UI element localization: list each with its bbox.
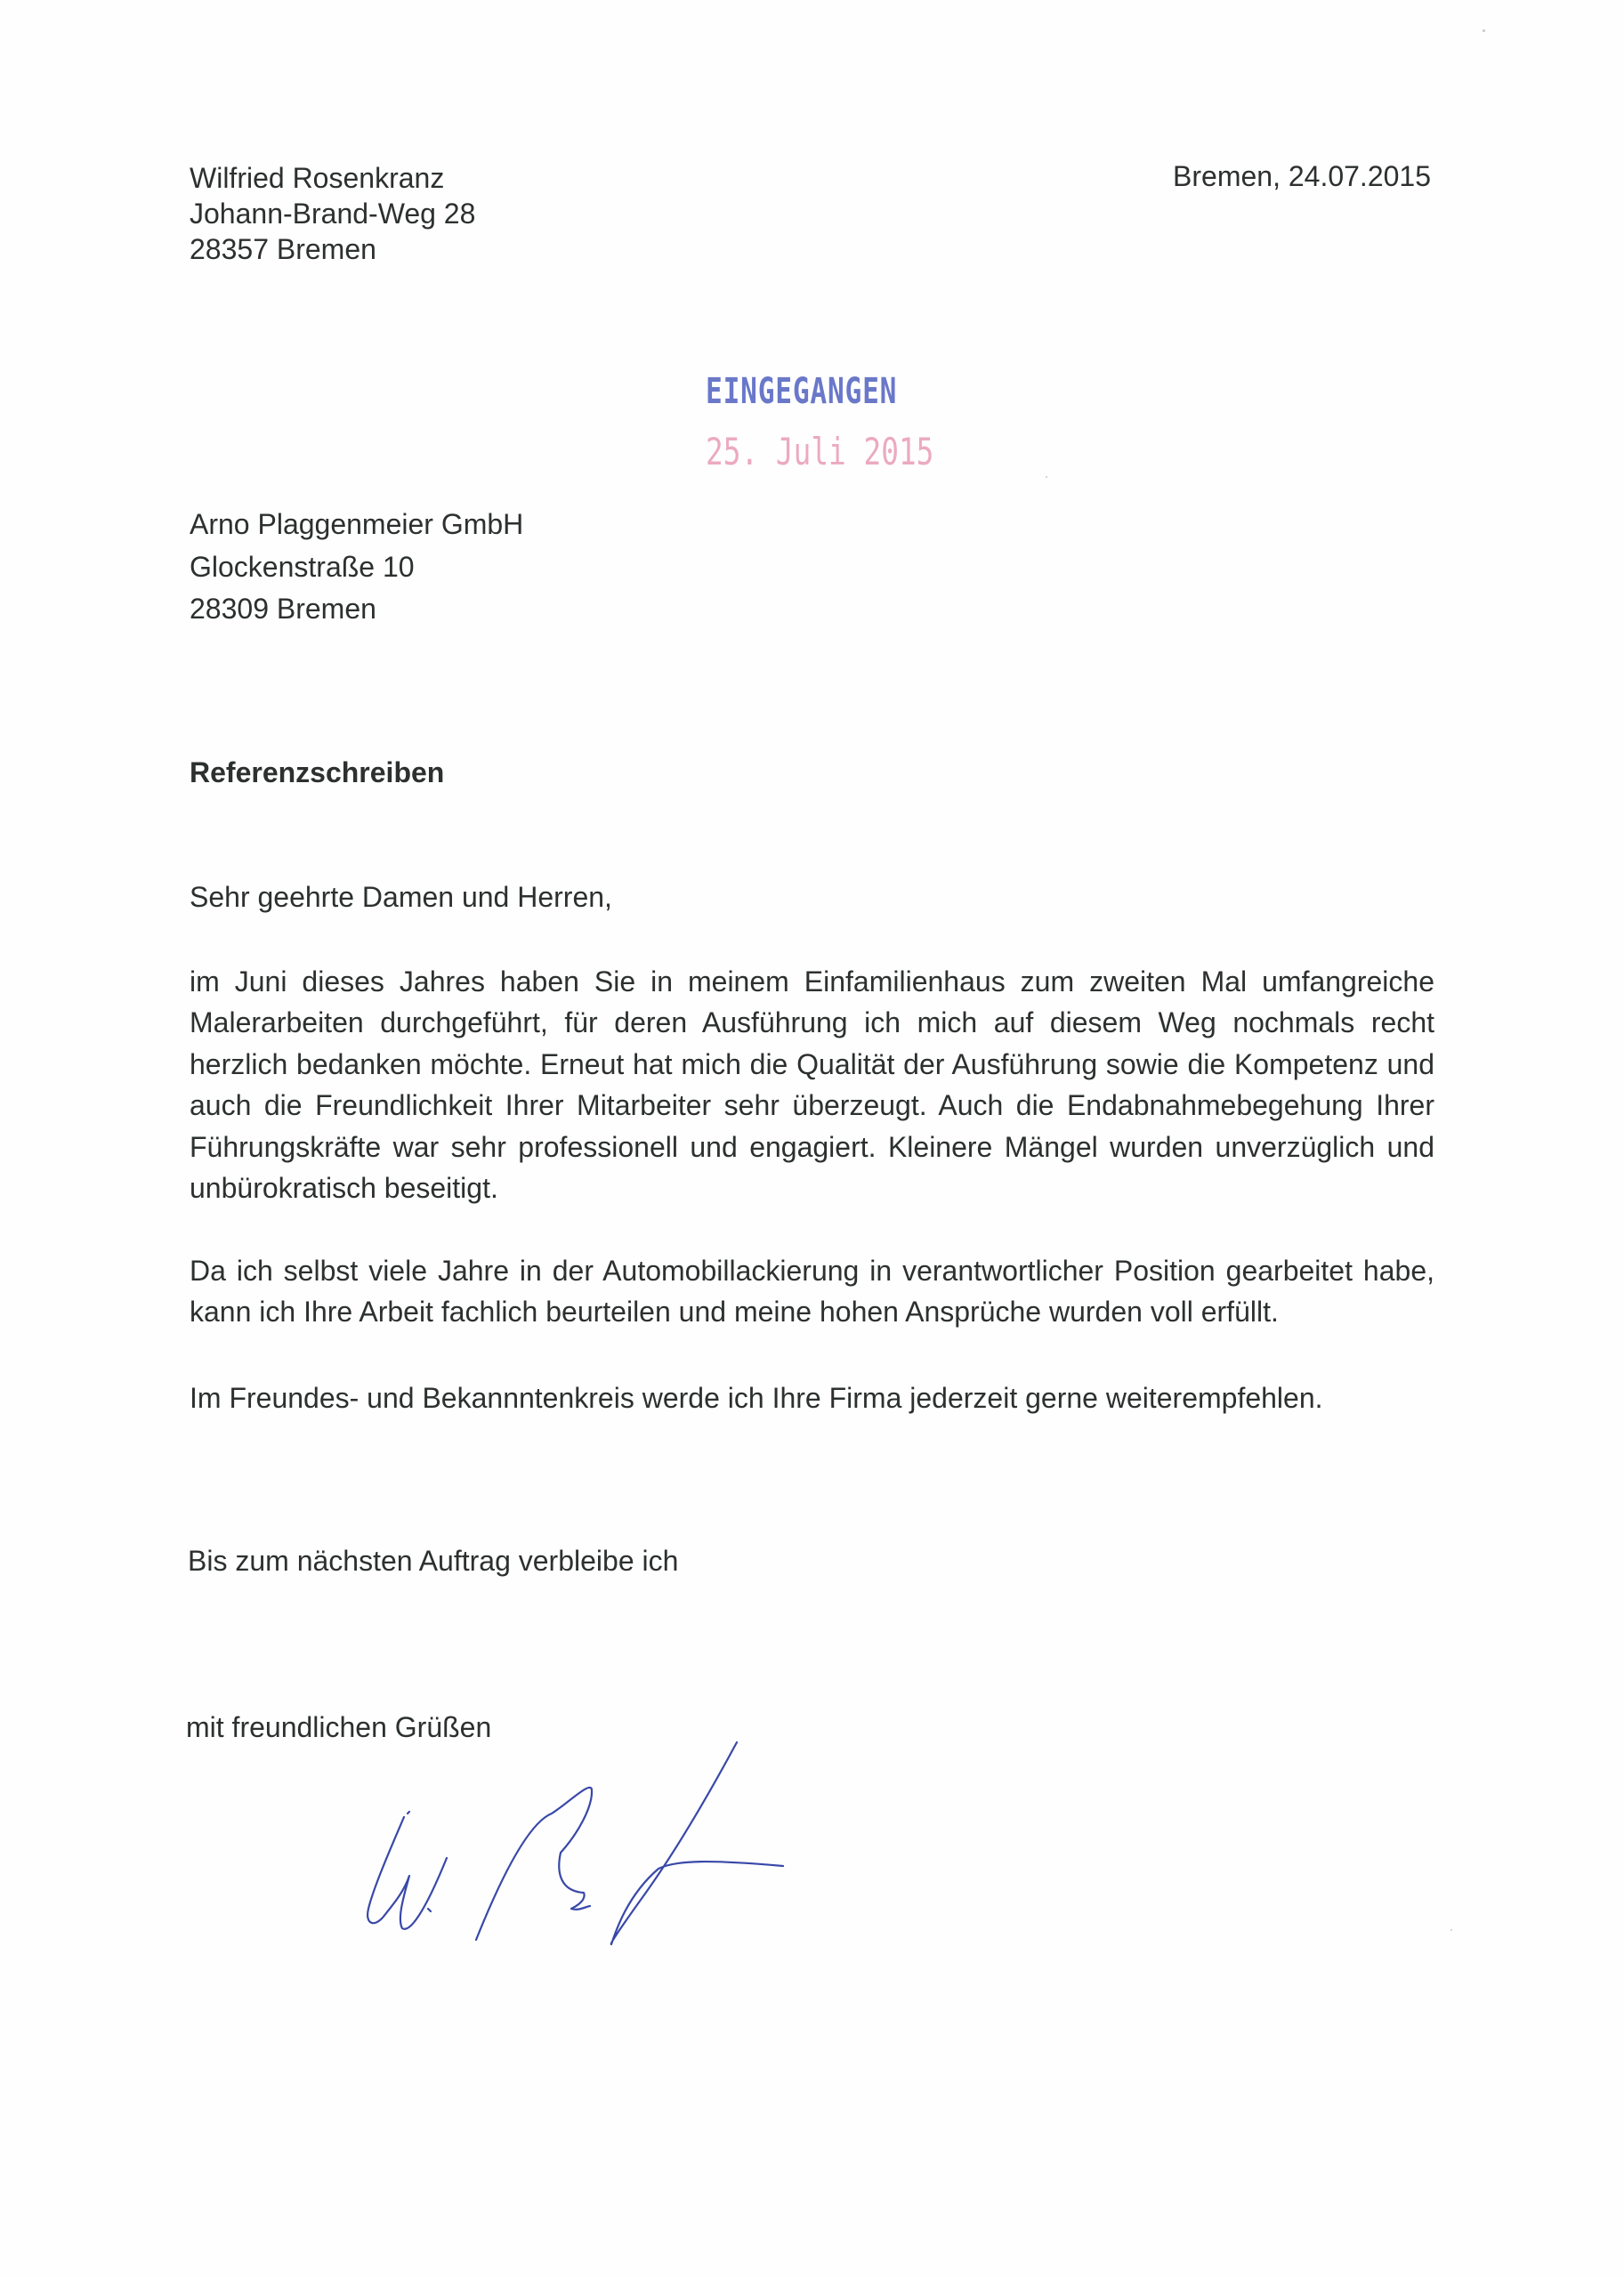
- sender-city: 28357 Bremen: [190, 233, 376, 265]
- letter-subject: Referenzschreiben: [190, 756, 445, 788]
- signature: [338, 1717, 836, 2002]
- closing-line: Bis zum nächsten Auftrag verbleibe ich: [188, 1545, 679, 1577]
- signature-stroke: [428, 1909, 431, 1911]
- recipient-address: [190, 504, 523, 631]
- scan-speck: [1450, 1929, 1452, 1931]
- signature-stroke: [611, 1742, 783, 1944]
- letter-date: Bremen, 24.07.2015: [1173, 160, 1431, 192]
- recipient-city: 28309 Bremen: [190, 593, 376, 625]
- signature-stroke: [408, 1812, 409, 1814]
- sender-name: Wilfried Rosenkranz: [190, 162, 445, 194]
- scan-speck: [1483, 29, 1485, 32]
- greeting-line: mit freundlichen Grüßen: [186, 1711, 492, 1743]
- body-paragraph: im Juni dieses Jahres haben Sie in meinem Einfamilienhaus zum zweiten Mal umfangreiche Malerarbeiten durchgeführt, für deren Ausführung ich mich auf diesem Weg nochmals recht herzlich bedanken möchte. Erneut hat mich die Qualität der Ausführung sowie die Kompetenz und auch die Freundlichkeit Ihrer Mitarbeiter sehr überzeugt. Auch die Endabnahmebegehung Ihrer Führungskräfte war sehr professionell und engagiert. Kleinere Mängel wurden unverzüglich und unbürokratisch beseitigt.: [190, 965, 1434, 1205]
- recipient-company: Arno Plaggenmeier GmbH: [190, 508, 524, 540]
- signature-stroke: [476, 1788, 592, 1940]
- salutation: Sehr geehrte Damen und Herren,: [190, 881, 612, 913]
- body-paragraph: Im Freundes- und Bekannntenkreis werde ich Ihre Firma jederzeit gerne weiterempfehlen.: [190, 1382, 1323, 1414]
- received-stamp-date: 25. Juli 2015: [706, 430, 934, 473]
- sender-address: [190, 160, 475, 267]
- body-paragraph: Da ich selbst viele Jahre in der Automobillackierung in verantwortlicher Position gearbeitet habe, kann ich Ihre Arbeit fachlich beurteilen und meine hohen Ansprüche wurden voll erfüllt.: [190, 1255, 1434, 1329]
- received-stamp-label: EINGEGANGEN: [706, 371, 898, 412]
- scan-speck: [1046, 476, 1047, 478]
- signature-stroke: [368, 1817, 447, 1929]
- sender-street: Johann-Brand-Weg 28: [190, 198, 476, 230]
- recipient-street: Glockenstraße 10: [190, 550, 415, 583]
